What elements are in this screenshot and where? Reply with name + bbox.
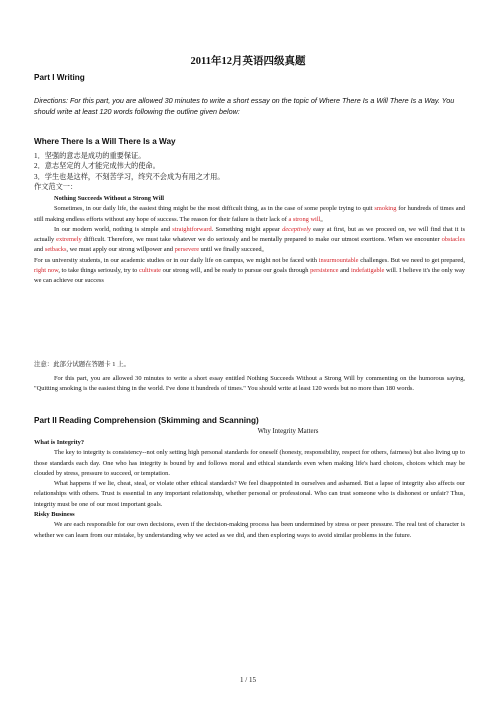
essay-title: Nothing Succeeds Without a Strong Will [54,195,165,202]
page-number: 1 / 15 [240,676,256,684]
outline-item: 3．学生也是这样，不刻苦学习，终究不会成为有用之才用。 [34,172,225,181]
passage-subheading: Risky Business [34,511,75,519]
outline-item: 2．意志坚定的人才能完成伟大的使命。 [34,162,160,171]
part2-heading: Part II Reading Comprehension (Skimming and Scanning) [34,416,259,425]
passage-paragraph: We are each responsible for our own decisions, even if the decision-making process has been undermined by stress or peer pressure. The real test of character is whether we can learn from our mistake, by understanding why we acted as we did, and then exploring ways to avoid similar problems in the future. [34,521,465,539]
outline-item: 1．坚强的意志是成功的重要保证。 [34,152,146,160]
answer-sheet-note: 注意：此部分试题在答题卡 1 上。 [34,361,130,368]
passage-subheading: What is Integrity? [34,439,85,446]
sample-essay [34,194,465,287]
reading-passage [34,438,465,541]
passage-title: Why Integrity Matters [257,428,319,435]
part1-directions: Directions: For this part, you are allowed 30 minutes to write a short essay on the topic of Where There Is a Will There Is a Way. You should write at least 120 words following the outline given below: [34,96,455,116]
alt-directions: For this part, you are allowed 30 minutes to write a short essay entitled Nothing Succeeds Without a Strong Will by commenting on the humorous saying, "Quitting smoking is the easiest thing in the world. I've done it hundreds of times." You should write at least 120 words but no more than 180 words. [34,375,465,393]
sample-label: 作文范文一： [34,183,78,192]
essay-paragraph: For us university students, in our academic studies or in our daily life on campus, we might not be faced with insurmountable challenges. But we need to get prepared, right now, to take things seriously, try to cultivate our strong will, and be ready to pursue our goals through persistence and indefatigable will. I believe it's the only way we can achieve our success [34,256,465,285]
page-title: 2011年12月英语四级真题 [190,56,306,67]
part1-heading: Part I Writing [34,73,85,82]
passage-paragraph: The key to integrity is consistency--not only setting high personal standards for oneself (honesty, responsibility, respect for others, fairness) but also living up to those standards each day. One who has integrity is bound by and follows moral and ethical standards even when making life's hard choices, choices which may be clouded by stress, pressure to succeed, or temptation. [34,449,465,477]
essay-topic: Where There Is a Will There Is a Way [34,137,176,146]
outline-list [34,151,224,193]
essay-paragraph: In our modern world, nothing is simple and straightforward. Something might appear deceptively easy at first, but as we proceed on, we will find that it is actually extremely difficult. Therefore, we must take whatever we do seriously and be mentally prepared to make our utmost exertions. When we encounter obstacles and setbacks, we must apply our strong willpower and persevere until we finally succeed。 [34,225,466,254]
essay-paragraph: Sometimes, in our daily life, the easiest thing might be the most difficult thing, as in the case of some people trying to quit smoking for hundreds of times and still making endless efforts without any hope of success. The reason for their failure is their lack of a strong will。 [34,205,465,223]
passage-paragraph: What happens if we lie, cheat, steal, or violate other ethical standards? We feel disappointed in ourselves and ashamed. But a lapse of integrity also affects our relationships with others. Trust is essential in any important relationship, whether personal or professional. Who can trust someone who is dishonest or unfair? Thus, integrity must be one of our most important goals. [34,480,465,508]
